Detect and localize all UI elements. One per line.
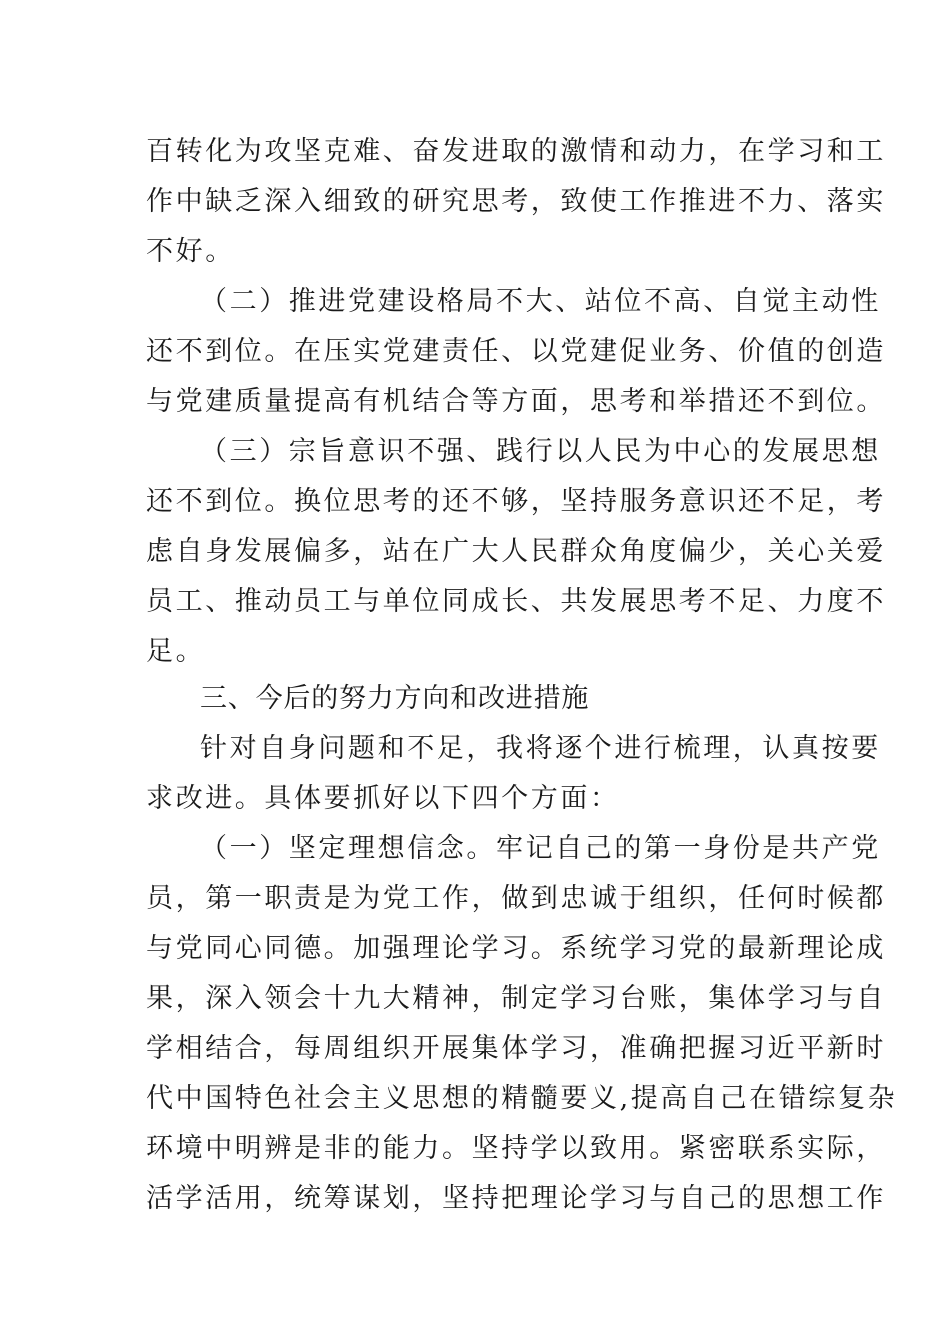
text-line: 与党建质量提高有机结合等方面，思考和举措还不到位。 [146,386,886,417]
section-heading: 三、今后的努力方向和改进措施 [200,683,590,714]
text-line: 学相结合，每周组织开展集体学习，准确把握习近平新时 [146,1033,886,1064]
text-line: 果，深入领会十九大精神，制定学习台账，集体学习与自 [146,983,886,1014]
paragraph-start-line: （二）推进党建设格局不大、站位不高、自觉主动性 [200,286,881,317]
text-line: 虑自身发展偏多，站在广大人民群众角度偏少，关心关爱 [146,536,886,567]
text-line: 还不到位。在压实党建责任、以党建促业务、价值的创造 [146,336,886,367]
text-line: 环境中明辨是非的能力。坚持学以致用。紧密联系实际， [146,1133,886,1164]
text-line: 不好。 [146,236,235,267]
text-line: 活学活用，统筹谋划，坚持把理论学习与自己的思想工作 [146,1183,886,1214]
paragraph-start-line: （一）坚定理想信念。牢记自己的第一身份是共产党 [200,833,881,864]
paragraph-start-line: 针对自身问题和不足，我将逐个进行梳理，认真按要 [200,733,881,764]
text-line: 足。 [146,636,206,667]
text-line: 员，第一职责是为党工作，做到忠诚于组织，任何时候都 [146,883,886,914]
text-line: 与党同心同德。加强理论学习。系统学习党的最新理论成 [146,933,886,964]
text-line: 代中国特色社会主义思想的精髓要义,提高自己在错综复杂 [146,1083,898,1114]
text-line: 百转化为攻坚克难、奋发进取的激情和动力，在学习和工 [146,136,886,167]
text-line: 还不到位。换位思考的还不够，坚持服务意识还不足，考 [146,486,886,517]
text-line: 求改进。具体要抓好以下四个方面： [146,783,620,814]
text-line: 员工、推动员工与单位同成长、共发展思考不足、力度不 [146,586,886,617]
text-line: 作中缺乏深入细致的研究思考，致使工作推进不力、落实 [146,186,886,217]
paragraph-start-line: （三）宗旨意识不强、践行以人民为中心的发展思想 [200,436,881,467]
